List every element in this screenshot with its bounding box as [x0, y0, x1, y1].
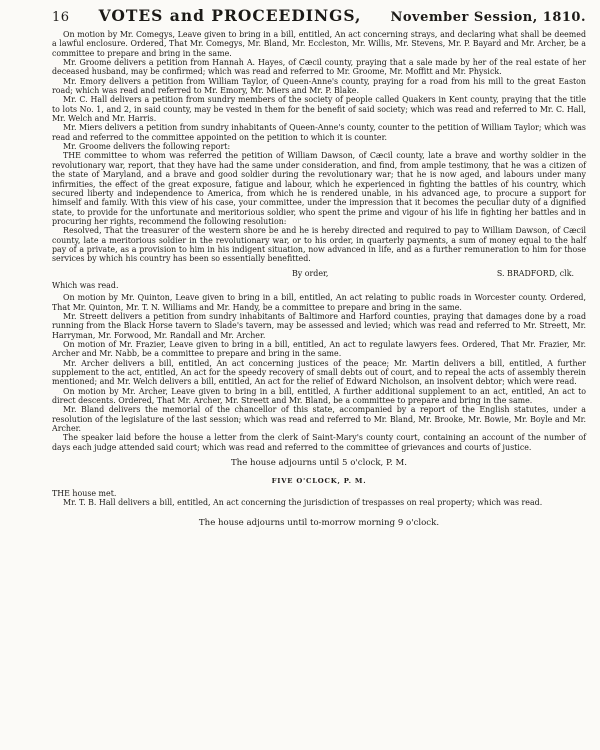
session-label: November Session, 1810. — [390, 10, 586, 25]
paragraph-resolution: Resolved, That the treasurer of the western shore be and he is hereby directed and required to pay to William Dawson, of Cæcil county, late a meritorious soldier in the revolutionary war, or to his order, in quarterly payments, a sum of money equal to the half pay of a private, as a provision to him in his indigent situation, now advanced in life, and as a further remuneration to him for those services by which his country has been so essentially benefitted. — [52, 226, 586, 264]
paragraph-bland-memorial: Mr. Bland delivers the memorial of the chancellor of this state, accompanied by a report of the English statutes, under a resolution of the legislature of the last session; which was read and referred to Mr. Bland, Mr. Brooke, Mr. Bowie, Mr. Boyle and Mr. Archer. — [52, 405, 586, 434]
house-met: THE house met. — [52, 489, 117, 499]
session-subheading: FIVE O'CLOCK, P. M. — [271, 477, 367, 486]
paragraph-comegys: On motion by Mr. Comegys, Leave given to bring in a bill, entitled, An act concerning strays, and declaring what shall be deemed a lawful enclosure. Ordered, That Mr. Comegys, Mr. Bland, Mr. Eccleston, Mr. Willis, Mr. Stevens, Mr. P. Bayard and Mr. Archer, be a committee to prepare and bring in the same. — [52, 30, 586, 58]
document-body — [52, 30, 586, 529]
page-header — [52, 6, 586, 28]
signature-line — [52, 269, 574, 278]
paragraph-archer-descents: On motion by Mr. Archer, Leave given to bring in a bill, entitled, A further additional supplement to an act, entitled, An act to direct descents. Ordered, That Mr. Archer, Mr. Streett and Mr. Bland, be a committee to prepare and bring in the same. — [52, 386, 586, 406]
paragraph-speaker-letter: The speaker laid before the house a letter from the clerk of Saint-Mary's county court, containing an account of the number of days each judge attended said court; which was read and referred to the committee of grievances and courts of justice. — [52, 433, 586, 452]
paragraph-emory-petition: Mr. Emory delivers a petition from William Taylor, of Queen-Anne's county, praying for a road from his mill to the great Easton road; which was read and referred to Mr. Emory, Mr. Miers and Mr. P. Blake. — [52, 76, 586, 96]
by-order-label: By order, — [292, 268, 329, 278]
page-number: 16 — [52, 10, 70, 25]
signer-name: S. BRADFORD, clk. — [496, 268, 574, 278]
paragraph-streett-petition: Mr. Streett delivers a petition from sundry inhabitants of Baltimore and Harford counties, praying that damages done by a road running from the Black Horse tavern to Slade's tavern, may be assessed and levied; which was read and referred to Mr. Streett, Mr. Harryman, Mr. Forwood, Mr. Randall and Mr. Archer. — [52, 311, 586, 340]
paragraph-hall-petition: Mr. C. Hall delivers a petition from sundry members of the society of people called Quakers in Kent county, praying that the title to lots No. 1, and 2, in said county, may be vested in them for the benefit of said society; which was read and referred to Mr. C. Hall, Mr. Welch and Mr. Harris. — [52, 95, 586, 124]
paragraph-groome-report-intro: Mr. Groome delivers the following report: — [63, 142, 231, 152]
which-was-read: Which was read. — [52, 280, 119, 290]
paragraph-quinton: On motion by Mr. Quinton, Leave given to bring in a bill, entitled, An act relating to public roads in Worcester county. Ordered, That Mr. Quinton, Mr. T. N. Williams and Mr. Handy, be a committee to prepare and bring in the same. — [52, 293, 586, 312]
paragraph-archer-bills: Mr. Archer delivers a bill, entitled, An act concerning justices of the peace; Mr. Martin delivers a bill, entitled, A further supplement to the act, entitled, An act for the speedy recovery of small debts out of court, and to repeal the acts of assembly therein mentioned; and Mr. Welch delivers a bill, entitled, An act for the relief of Edward Nicholson, an insolvent debtor; which were read. — [52, 358, 586, 387]
page-title: VOTES and PROCEEDINGS, — [98, 6, 362, 25]
adjournment-afternoon: The house adjourns until 5 o'clock, P. M. — [230, 458, 408, 469]
adjournment-morning: The house adjourns until to-morrow morning 9 o'clock. — [198, 517, 440, 528]
paragraph-hall-bill: Mr. T. B. Hall delivers a bill, entitled, An act concerning the jurisdiction of trespasses on real property; which was read. — [63, 498, 543, 508]
paragraph-frazier: On motion of Mr. Frazier, Leave given to bring in a bill, entitled, An act to regulate lawyers fees. Ordered, That Mr. Frazier, Mr. Archer and Mr. Nabb, be a committee to prepare and bring in the same. — [52, 340, 586, 359]
paragraph-groome-petition: Mr. Groome delivers a petition from Hannah A. Hayes, of Cæcil county, praying that a sale made by her of the real estate of her deceased husband, may be confirmed; which was read and referred to Mr. Groome, Mr. Moffitt and Mr. Physick. — [52, 58, 586, 77]
paragraph-committee-report: THE committee to whom was referred the petition of William Dawson, of Cæcil county, late a brave and worthy soldier in the revolutionary war, report, that they have had the same under consideration, and find, from ample testimony, that he was a citizen of the state of Maryland, and a brave and good soldier during the revolutionary war; that he is now aged, and labours under many infirmities, the effect of the great exposure, fatigue and labour, which he experienced in fighting the battles of his country, which secured liberty and independence to America, from which he is rendered unable, in his advanced age, to procure a support for himself and family. With this view of his case, your committee, under the impression that it becomes the peculiar duty of a dignified state, to provide for the unfortunate and meritorious soldier, who spent the prime and vigour of his life in fighting her battles and in procuring her rights, recommend the following resolution: — [52, 151, 586, 226]
paragraph-miers-petition: Mr. Miers delivers a petition from sundry inhabitants of Queen-Anne's county, counter to the petition of William Taylor; which was read and referred to the committee appointed on the petition to which it is counter. — [52, 123, 586, 142]
